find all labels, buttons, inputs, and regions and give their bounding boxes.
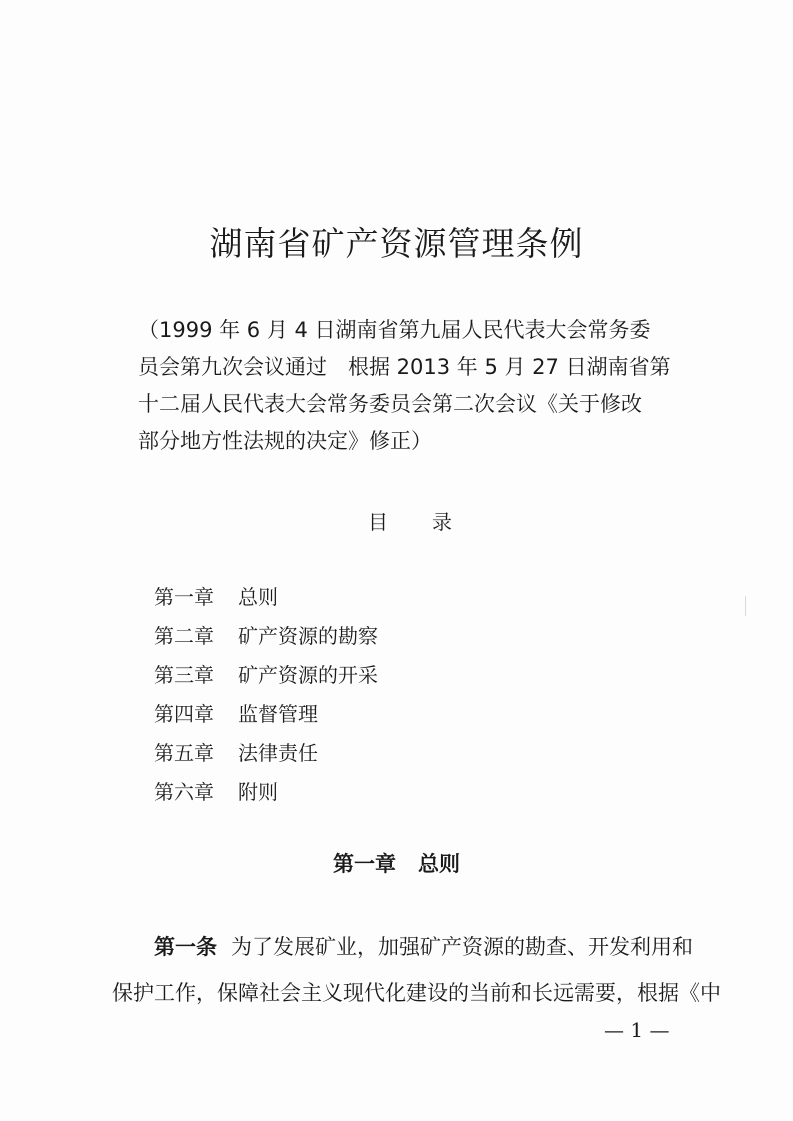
preamble-line: （1999 年 6 月 4 日湖南省第九届人民代表大会常务委 <box>138 318 651 342</box>
toc-item <box>154 695 378 734</box>
chapter-heading-number: 第一章 <box>333 852 396 876</box>
toc-chapter-number: 第三章 <box>154 663 214 687</box>
toc-chapter-name: 法律责任 <box>238 741 318 765</box>
toc-item <box>154 734 378 773</box>
toc-heading-left: 目 <box>368 510 388 534</box>
toc-chapter-number: 第一章 <box>154 585 214 609</box>
article-text: 为了发展矿业，加强矿产资源的勘查、开发利用和 <box>231 935 693 959</box>
page-number: — 1 — <box>604 1018 670 1042</box>
toc-chapter-name: 矿产资源的勘察 <box>238 624 378 648</box>
table-of-contents <box>154 578 378 812</box>
toc-chapter-number: 第五章 <box>154 741 214 765</box>
toc-heading-right: 录 <box>432 510 452 534</box>
scan-artifact <box>745 596 746 616</box>
chapter-heading <box>0 848 793 878</box>
toc-item <box>154 773 378 812</box>
article-text-line: 保护工作，保障社会主义现代化建设的当前和长远需要，根据《中 <box>112 981 721 1005</box>
article-label: 第一条 <box>154 935 217 959</box>
toc-chapter-name: 矿产资源的开采 <box>238 663 378 687</box>
toc-chapter-name: 附则 <box>238 780 278 804</box>
preamble-line: 部分地方性法规的决定》修正） <box>138 429 432 453</box>
preamble <box>138 312 698 460</box>
toc-chapter-name: 总则 <box>238 585 278 609</box>
toc-chapter-name: 监督管理 <box>238 702 318 726</box>
document-title: 湖南省矿产资源管理条例 <box>209 224 584 263</box>
toc-chapter-number: 第六章 <box>154 780 214 804</box>
toc-heading <box>368 506 452 535</box>
chapter-heading-name: 总则 <box>418 852 460 876</box>
toc-chapter-number: 第四章 <box>154 702 214 726</box>
preamble-line: 十二届人民代表大会常务委员会第二次会议《关于修改 <box>138 392 642 416</box>
preamble-line: 员会第九次会议通过 根据 2013 年 5 月 27 日湖南省第 <box>138 355 671 379</box>
toc-item <box>154 656 378 695</box>
article-first-line <box>112 924 712 970</box>
toc-chapter-number: 第二章 <box>154 624 214 648</box>
toc-item <box>154 578 378 617</box>
toc-item <box>154 617 378 656</box>
article-1 <box>112 924 721 1016</box>
